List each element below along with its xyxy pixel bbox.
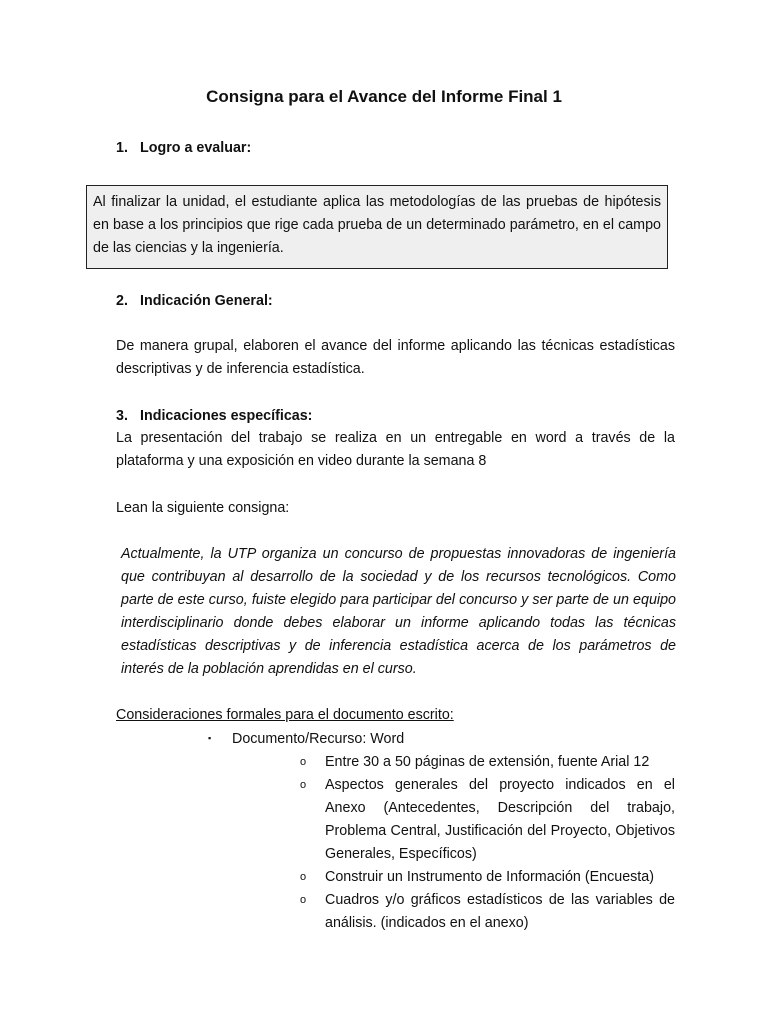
circle-bullet-icon: o xyxy=(300,871,307,883)
sub-item xyxy=(300,751,675,774)
instruction-text: Lean la siguiente consigna: xyxy=(116,500,290,516)
sub-item xyxy=(300,889,675,935)
section-1-heading xyxy=(116,140,251,156)
square-bullet-icon: ▪ xyxy=(208,733,212,743)
sub-item-text: Cuadros y/o gráficos estadísticos de las variables de análisis. (indicados en el anexo) xyxy=(325,892,675,931)
section-2-heading xyxy=(116,293,273,309)
sub-item-text: Construir un Instrumento de Información (Encuesta) xyxy=(325,869,654,885)
learning-outcome-text: Al finalizar la unidad, el estudiante aplica las metodologías de las pruebas de hipótesis en base a los principios que rige cada prueba de un determinado parámetro, en el campo de las ciencias y la ingeniería. xyxy=(93,194,661,256)
sub-item xyxy=(300,866,675,889)
sub-item-text: Entre 30 a 50 páginas de extensión, fuente Arial 12 xyxy=(325,754,650,770)
circle-bullet-icon: o xyxy=(300,894,307,906)
bullet-item-text: Documento/Recurso: Word xyxy=(232,731,405,747)
sub-item xyxy=(300,774,675,866)
considerations-title: Consideraciones formales para el documento escrito: xyxy=(116,707,454,723)
section-1-title: Logro a evaluar: xyxy=(140,140,252,156)
section-3-heading xyxy=(116,408,312,424)
section-3-title: Indicaciones específicas: xyxy=(140,408,313,424)
section-2-text: De manera grupal, elaboren el avance del informe aplicando las técnicas estadísticas descriptivas y de inferencia estadística. xyxy=(116,338,675,377)
section-2-number: 2. xyxy=(116,293,128,309)
bullet-item xyxy=(208,727,404,751)
considerations-line xyxy=(116,704,675,727)
sub-item-text: Aspectos generales del proyecto indicados en el Anexo (Antecedentes, Descripción del trabajo, Problema Central, Justificación del Proyecto, Objetivos Generales, Específicos) xyxy=(325,777,675,862)
scenario-text: Actualmente, la UTP organiza un concurso de propuestas innovadoras de ingeniería que contribuyan al desarrollo de la sociedad y de los recursos tecnológicos. Como parte de este curso, fuiste elegido para participar del concurso y ser parte de un equipo interdisciplinario donde debes elaborar un informe aplicando todas las técnicas estadísticas descriptivas y de inferencia estadística acerca de los parámetros de interés de la población aprendidas en el curso. xyxy=(121,546,676,677)
section-3-number: 3. xyxy=(116,408,128,424)
learning-outcome-box xyxy=(86,185,668,269)
circle-bullet-icon: o xyxy=(300,756,307,768)
document-title: Consigna para el Avance del Informe Final 1 xyxy=(206,87,562,106)
circle-bullet-icon: o xyxy=(300,779,307,791)
section-1-number: 1. xyxy=(116,140,128,156)
section-3-text: La presentación del trabajo se realiza en un entregable en word a través de la plataforma y una exposición en video durante la semana 8 xyxy=(116,430,675,469)
section-2-title: Indicación General: xyxy=(140,293,273,309)
